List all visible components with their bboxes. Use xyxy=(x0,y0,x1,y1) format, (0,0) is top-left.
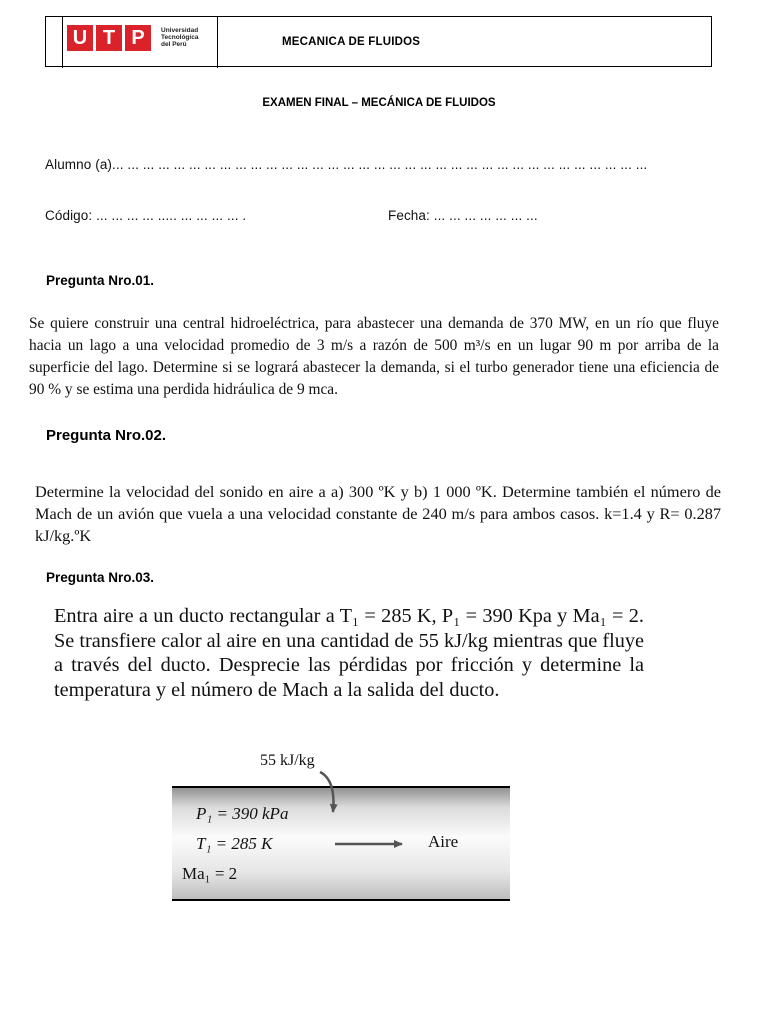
logo-letter-p: P xyxy=(125,25,151,51)
question-3-text: Entra aire a un ducto rectangular a T₁ = 285 K, P₁ = 390 Kpa y Ma₁ = 2. Se transfiere calor al aire en una cantidad de 55 kJ/kg mientras que fluye a través del ducto. Desprecie las pérdidas por fricción y determine la temperatura y el número de Mach a la salida del ducto. xyxy=(54,605,644,701)
document-header xyxy=(45,16,712,67)
question-1-heading: Pregunta Nro.01. xyxy=(46,273,155,288)
question-2-heading: Pregunta Nro.02. xyxy=(46,427,167,444)
course-title: MECANICA DE FLUIDOS xyxy=(282,36,421,48)
question-3-heading: Pregunta Nro.03. xyxy=(46,570,155,585)
logo-cell xyxy=(62,17,218,68)
exam-title-text: EXAMEN FINAL – MECÁNICA DE FLUIDOS xyxy=(262,97,496,109)
logo-text-line: Universidad xyxy=(161,27,199,34)
logo-letter-t: T xyxy=(96,25,122,51)
logo-text-line: Tecnológica xyxy=(161,34,199,41)
fluid-label: Aire xyxy=(428,832,459,851)
t1-label: T₁ = 285 K xyxy=(196,834,273,853)
question-1-text: Se quiere construir una central hidroeléctrica, para abastecer una demanda de 370 MW, en un río que fluye hacia un lago a una velocidad promedio de 3 m/s a razón de 500 m³/s en un lugar 90 m por arriba de la superficie del lago. Determine si se logrará abastecer la demanda, si el turbo generador tiene una eficiencia de 90 % y se estima una perdida hidráulica de 9 mca. xyxy=(29,315,719,398)
p1-label: P₁ = 390 kPa xyxy=(196,804,289,823)
logo-letter-u: U xyxy=(67,25,93,51)
duct-diagram xyxy=(170,750,515,902)
alumno-field: Alumno (a)... ... ... ... ... ... ... ... ... ... ... ... ... ... ... ... ... ... ... ... ... ... ... ... ... ... ... ... ... ... ... ... ... ... ... xyxy=(45,157,648,172)
exam-title xyxy=(0,97,768,109)
codigo-field: Código: ... ... ... ... ..... ... ... ... ... . xyxy=(45,208,247,223)
question-2-text: Determine la velocidad del sonido en aire a a) 300 ºK y b) 1 000 ºK. Determine también el número de Mach de un avión que vuela a una velocidad constante de 240 m/s para ambos casos. k=1.4 y R= 0.287 kJ/kg.ºK xyxy=(35,482,721,545)
utp-logo xyxy=(67,25,151,51)
logo-text xyxy=(161,27,198,48)
ma1-label: Ma₁ = 2 xyxy=(182,864,238,883)
logo-text-line: del Perú xyxy=(161,41,187,48)
fecha-field: Fecha: ... ... ... ... ... ... ... xyxy=(388,208,538,223)
heat-label: 55 kJ/kg xyxy=(260,752,315,769)
